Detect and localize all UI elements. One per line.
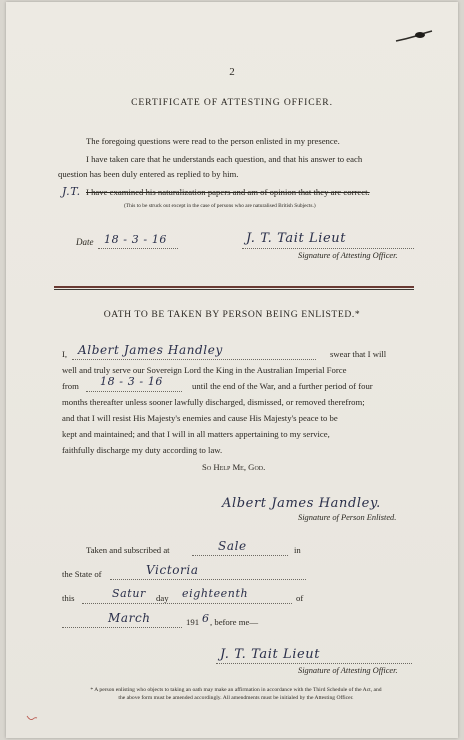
oath-line-6: kept and maintained; and that I will in all matters appertaining to my service, bbox=[62, 429, 330, 439]
certificate-line-2a: I have taken care that he understands each question, and that his answer to each bbox=[86, 154, 363, 164]
oath-title: OATH TO BE TAKEN BY PERSON BEING ENLISTED.* bbox=[103, 309, 361, 320]
place-dotline bbox=[192, 555, 288, 556]
in-label: in bbox=[294, 545, 301, 555]
oath-line-4: months thereafter unless sooner lawfully discharged, dismissed, or removed therefrom; bbox=[62, 397, 365, 407]
year-digit: 6 bbox=[202, 612, 210, 625]
date-dotline bbox=[98, 248, 178, 249]
page-number: 2 bbox=[229, 66, 235, 78]
attesting-officer-caption: Signature of Attesting Officer. bbox=[298, 251, 398, 260]
section-divider-black bbox=[54, 289, 414, 290]
state-label: the State of bbox=[62, 569, 102, 579]
red-pencil-mark bbox=[26, 714, 38, 722]
attesting-officer-signature-2: J. T. Tait Lieut bbox=[220, 647, 321, 662]
taken-subscribed-label: Taken and subscribed at bbox=[86, 545, 170, 555]
oath-line-1-tail: swear that I will bbox=[330, 349, 387, 359]
month-value: March bbox=[108, 611, 151, 625]
enlistee-signature: Albert James Handley. bbox=[222, 496, 381, 511]
month-dotline bbox=[62, 627, 182, 628]
state-value: Victoria bbox=[146, 563, 199, 577]
naturalization-struck-line: I have examined his naturalization papers and am of opinion that they are correct. bbox=[86, 187, 370, 197]
before-me-label: , before me— bbox=[210, 617, 259, 627]
section-divider-red bbox=[54, 286, 414, 288]
of-label: of bbox=[296, 593, 304, 603]
this-label: this bbox=[62, 593, 75, 603]
attesting-officer-caption-2: Signature of Attesting Officer. bbox=[298, 666, 398, 675]
oath-line-7: faithfully discharge my duty according to law. bbox=[62, 445, 223, 455]
oath-line-5: and that I will resist His Majesty's enemies and cause His Majesty's peace to be bbox=[62, 413, 338, 423]
officer-signature-dotline bbox=[242, 248, 414, 249]
state-dotline bbox=[110, 579, 306, 580]
enlistee-name: Albert James Handley bbox=[78, 343, 223, 357]
footnote-line-2: the above form must be amended accordingly. All amendments must be initialed by the Attesting Officer. bbox=[118, 695, 354, 701]
certificate-title: CERTIFICATE OF ATTESTING OFFICER. bbox=[131, 97, 333, 108]
ink-blot-mark bbox=[394, 28, 434, 44]
place-value: Sale bbox=[218, 539, 247, 553]
oath-i-label: I, bbox=[62, 349, 68, 359]
certificate-line-1: The foregoing questions were read to the person enlisted in my presence. bbox=[86, 136, 340, 146]
attesting-officer-signature: J. T. Tait Lieut bbox=[246, 231, 347, 246]
year-prefix: 191 bbox=[186, 617, 200, 627]
officer-signature-dotline-2 bbox=[216, 663, 412, 664]
day-ordinal: eighteenth bbox=[182, 587, 249, 600]
from-dotline bbox=[86, 391, 182, 392]
day-name: Satur bbox=[112, 587, 146, 600]
footnote bbox=[46, 686, 426, 702]
oath-from-label: from bbox=[62, 381, 79, 391]
document-sheet bbox=[6, 2, 458, 738]
day-suffix: day bbox=[156, 593, 169, 603]
enlistee-signature-caption: Signature of Person Enlisted. bbox=[298, 513, 397, 522]
oath-line-3-tail: until the end of the War, and a further period of four bbox=[192, 381, 373, 391]
officer-initials: J.T. bbox=[62, 185, 81, 198]
footnote-line-1: * A person enlisting who objects to taking an oath may make an affirmation in accordance with the Third Schedule of the Act, and bbox=[90, 687, 382, 693]
oath-line-2: well and truly serve our Sovereign Lord the King in the Australian Imperial Force bbox=[62, 365, 347, 375]
from-date: 18 - 3 - 16 bbox=[100, 375, 164, 388]
name-dotline bbox=[72, 359, 316, 360]
day-dotline bbox=[82, 603, 292, 604]
certificate-line-2b: question has been duly entered as replied to by him. bbox=[58, 169, 239, 179]
so-help-me-god: So Help Me, God. bbox=[202, 462, 266, 472]
date-value: 18 - 3 - 16 bbox=[104, 233, 168, 246]
date-label: Date bbox=[76, 237, 94, 247]
naturalization-note: (This to be struck out except in the case of persons who are naturalised British Subjects.) bbox=[124, 203, 316, 209]
